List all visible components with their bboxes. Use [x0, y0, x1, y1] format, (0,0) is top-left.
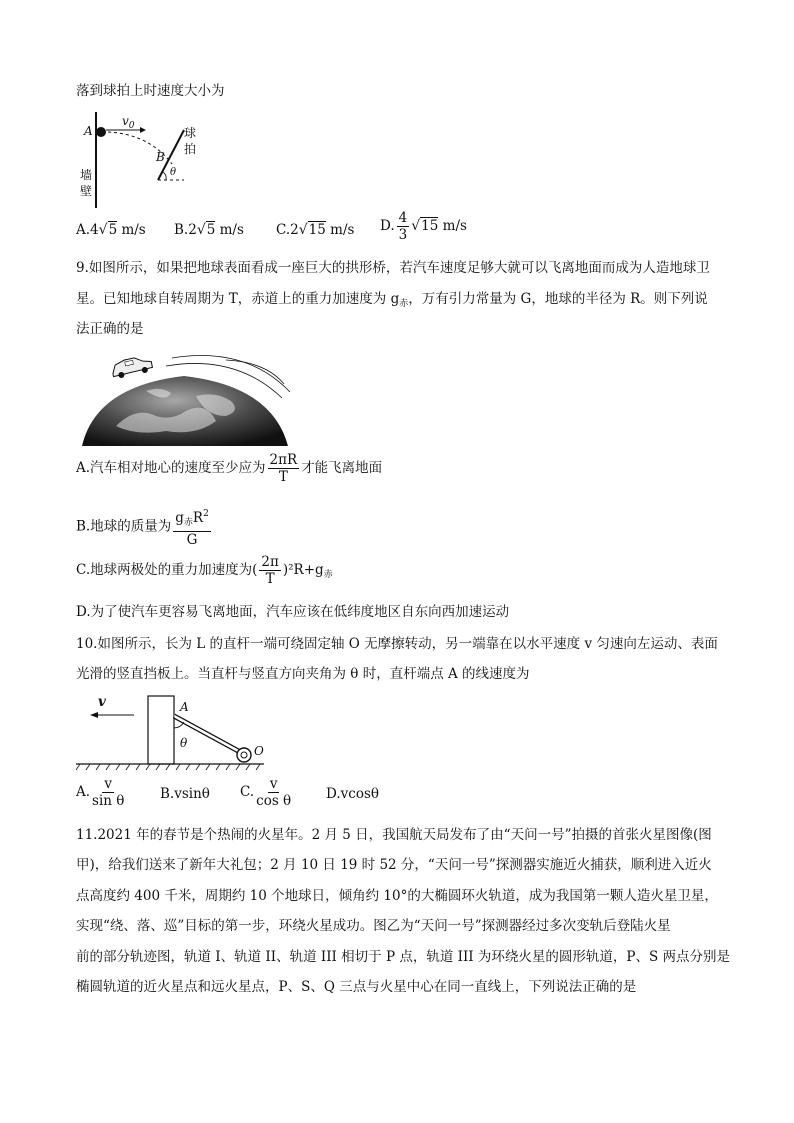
q10-option-a: A. $\frac{v}{\text{sin θ}}$ — [76, 776, 125, 809]
q10-label-o: O — [254, 744, 264, 758]
q9-option-b: B.地球的质量为 $\frac{g_赤R^2}{G}$ — [76, 506, 213, 548]
q10-option-c: C. $\frac{v}{\text{cos θ}}$ — [240, 776, 292, 809]
q8-label-a: A — [84, 124, 93, 138]
q8-label-wall2: 壁 — [80, 184, 93, 198]
q11-line-2: 甲)，给我们送来了新年大礼包；2 月 10 日 19 时 52 分，“天问一号”探测器实施近火捕获，顺利进入近火 — [76, 857, 712, 873]
q8-label-theta: θ — [170, 167, 177, 178]
q9-stem-line1: 9.如图所示，如果把地球表面看成一座巨大的拱形桥，若汽车速度足够大就可以飞离地面而成为人造地球卫 — [76, 260, 710, 276]
q11-line-6: 椭圆轨道的近火星点和远火星点，P、S、Q 三点与火星中心在同一直线上，下列说法正确的是 — [76, 979, 637, 995]
q8-option-b: B.2√5 m/s — [174, 222, 244, 238]
q8-option-c: C.2√15 m/s — [276, 222, 355, 238]
q8-label-b: B — [156, 150, 165, 164]
q10-label-theta: θ — [180, 736, 188, 750]
q10-figure — [76, 692, 276, 772]
q8-label-wall1: 墙 — [80, 168, 93, 182]
q10-stem-line2: 光滑的竖直挡板上。当直杆与竖直方向夹角为 θ 时，直杆端点 A 的线速度为 — [76, 666, 530, 682]
q10-option-b: B.vsinθ — [160, 786, 210, 802]
q9-stem-line2: 星。已知地球自转周期为 T，赤道上的重力加速度为 $g_赤$，万有引力常量为 G，地球的半径为 R。则下列说 — [76, 291, 708, 309]
q8-label-v0: $v_0$ — [122, 114, 135, 131]
q9-earth-figure — [76, 346, 296, 446]
q8-label-racket2: 拍 — [184, 142, 197, 156]
q10-stem-line1: 10.如图所示，长为 L 的直杆一端可绕固定轴 O 无摩擦转动，另一端靠在以水平速度 v 匀速向左运动、表面 — [76, 636, 718, 652]
q9-stem-line3: 法正确的是 — [76, 321, 144, 337]
q8-stem: 落到球拍上时速度大小为 — [76, 83, 225, 99]
q9-option-d: D.为了使汽车更容易飞离地面，汽车应该在低纬度地区自东向西加速运动 — [76, 604, 510, 620]
q10-label-a: A — [180, 700, 189, 714]
q10-option-d: D.vcosθ — [326, 786, 380, 802]
q8-label-racket1: 球 — [184, 126, 197, 140]
q11-line-3: 点高度约 400 千米，周期约 10 个地球日，倾角约 10°的大椭圆环火轨道，成为我国第一颗人造火星卫星， — [76, 888, 718, 904]
q11-line-4: 实现“绕、落、巡”目标的第一步，环绕火星成功。图乙为“天问一号”探测器经过多次变轨后登陆火星 — [76, 918, 671, 934]
q9-option-c: C.地球两极处的重力加速度为( $\frac{2\pi}{T}$ )$^2R+g_赤$ — [76, 554, 333, 587]
q11-line-1: 11.2021 年的春节是个热闹的火星年。2 月 5 日，我国航天局发布了由“天问一号”拍摄的首张火星图像(图 — [76, 827, 712, 843]
q10-label-v: v — [98, 694, 106, 710]
q8-option-d: D. $\frac{4}{3}$ √15 m/s — [380, 210, 467, 243]
q9-option-a: A.汽车相对地心的速度至少应为 $\frac{2\pi R}{T}$ 才能飞离地面 — [76, 452, 383, 485]
q8-option-a: A.4√5 m/s — [76, 222, 146, 238]
q11-line-5: 前的部分轨迹图，轨道 I、轨道 II、轨道 III 相切于 P 点，轨道 III 为环绕火星的圆形轨道，P、S 两点分别是 — [76, 949, 731, 965]
